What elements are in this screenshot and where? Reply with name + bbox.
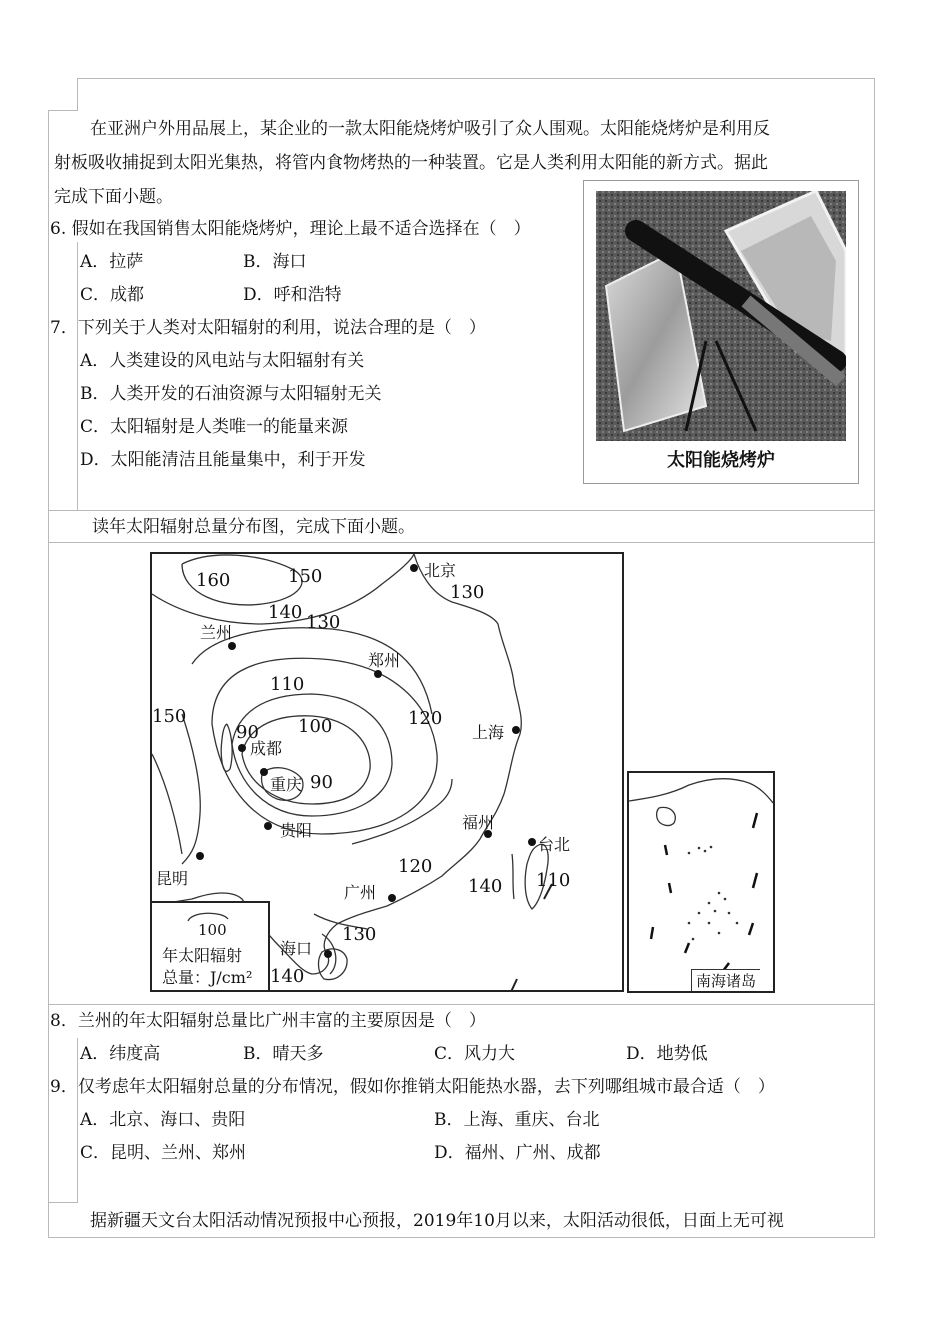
q9-option-c[interactable]: C．昆明、兰州、郑州 [80, 1143, 247, 1163]
city-label-lanzhou: 兰州 [200, 623, 233, 642]
city-dot-chengdu [238, 744, 246, 752]
city-dot-chongqing [260, 768, 268, 776]
city-label-taibei: 台北 [538, 835, 571, 854]
city-dot-haikou [324, 950, 332, 958]
q7-option-c[interactable]: C．太阳辐射是人类唯一的能量来源 [80, 417, 349, 437]
q9-option-a[interactable]: A．北京、海口、贵阳 [80, 1110, 246, 1130]
isoline-140-hainan: 140 [270, 966, 305, 987]
isoline-140-north: 140 [268, 602, 303, 623]
solar-cooker-illustration [596, 191, 846, 441]
city-dot-shanghai [512, 726, 520, 734]
isoline-140-taiwan: 140 [468, 876, 503, 897]
city-label-kunming: 昆明 [156, 869, 189, 888]
isoline-120-south: 120 [398, 856, 433, 877]
isoline-90-chengdu: 90 [236, 722, 259, 743]
city-dot-guangzhou [388, 894, 396, 902]
photo-caption: 太阳能烧烤炉 [667, 450, 775, 471]
q7-stem: 7．下列关于人类对太阳辐射的利用，说法合理的是（ ） [50, 318, 486, 338]
divider-3 [48, 1004, 874, 1005]
passage1-line3: 完成下面小题。 [54, 187, 173, 207]
q8-option-d[interactable]: D．地势低 [626, 1044, 708, 1064]
isoline-130-haikou: 130 [342, 924, 377, 945]
map-legend [150, 901, 270, 992]
q6-option-a[interactable]: A．拉萨 [80, 252, 144, 272]
q7-option-a[interactable]: A．人类建设的风电站与太阳辐射有关 [80, 351, 365, 371]
city-label-zhengzhou: 郑州 [368, 651, 401, 670]
q8-option-c[interactable]: C．风力大 [434, 1044, 516, 1064]
passage1-line2: 射板吸收捕捉到太阳光集热，将管内食物烤热的一种装置。它是人类利用太阳能的新方式。据此 [54, 153, 768, 173]
isoline-110-center: 110 [270, 674, 305, 695]
q7-option-d[interactable]: D．太阳能清洁且能量集中，利于开发 [80, 450, 366, 470]
city-dot-zhengzhou [374, 670, 382, 678]
isoline-150-north: 150 [288, 566, 323, 587]
isoline-120-east: 120 [408, 708, 443, 729]
city-dot-guiyang [264, 822, 272, 830]
frame-top-line [77, 78, 874, 79]
q6-stem: 6. 假如在我国销售太阳能烧烤炉，理论上最不适合选择在（ ） [50, 219, 531, 239]
passage2-line1: 读年太阳辐射总量分布图，完成下面小题。 [92, 517, 415, 537]
city-label-chengdu: 成都 [250, 739, 283, 758]
q8-option-a[interactable]: A．纬度高 [80, 1044, 161, 1064]
legend-label-1: 年太阳辐射 [162, 946, 243, 965]
isoline-130-beijing: 130 [450, 582, 485, 603]
passage1-line1: 在亚洲户外用品展上，某企业的一款太阳能烧烤炉吸引了众人围观。太阳能烧烤炉是利用反 [90, 119, 770, 139]
divider-1 [48, 510, 874, 511]
legend-label-2: 总量：J/cm² [162, 968, 253, 987]
isoline-90-chongqing: 90 [310, 772, 333, 793]
frame-left-upper [77, 78, 78, 110]
solar-cooker-photo [596, 191, 846, 441]
city-label-chongqing: 重庆 [270, 775, 303, 794]
inset-map [629, 773, 773, 991]
passage3-line1: 据新疆天文台太阳活动情况预报中心预报，2019年10月以来，太阳活动很低，日面上无可视 [90, 1211, 784, 1231]
q6-option-d[interactable]: D．呼和浩特 [243, 285, 342, 305]
q9-stem: 9．仅考虑年太阳辐射总量的分布情况，假如你推销太阳能热水器，去下列哪组城市最合适（ ） [50, 1077, 775, 1097]
city-dot-kunming [196, 852, 204, 860]
city-label-fuzhou: 福州 [462, 813, 495, 832]
q8-stem: 8．兰州的年太阳辐射总量比广州丰富的主要原因是（ ） [50, 1011, 486, 1031]
q9-option-d[interactable]: D．福州、广州、成都 [434, 1143, 601, 1163]
frame-left-step [48, 110, 78, 111]
legend-value: 100 [198, 921, 227, 939]
solar-cooker-figure [583, 180, 859, 484]
inset-label: 南海诸岛 [691, 969, 760, 991]
frame-inner-left-1 [77, 242, 78, 510]
q9-option-b[interactable]: B．上海、重庆、台北 [434, 1110, 600, 1130]
city-label-beijing: 北京 [424, 561, 457, 580]
city-label-shanghai: 上海 [472, 723, 505, 742]
q6-option-c[interactable]: C．成都 [80, 285, 145, 305]
city-dot-taibei [528, 838, 536, 846]
q6-option-b[interactable]: B．海口 [243, 252, 307, 272]
q8-option-b[interactable]: B．晴天多 [243, 1044, 324, 1064]
city-label-guangzhou: 广州 [344, 883, 377, 902]
city-label-guiyang: 贵阳 [280, 821, 313, 840]
city-dot-beijing [410, 564, 418, 572]
city-label-haikou: 海口 [280, 939, 313, 958]
frame-bottom-line [48, 1237, 874, 1238]
isoline-160: 160 [196, 570, 231, 591]
isoline-130-north: 130 [306, 612, 341, 633]
city-dot-lanzhou [228, 642, 236, 650]
q7-option-b[interactable]: B．人类开发的石油资源与太阳辐射无关 [80, 384, 382, 404]
divider-2 [48, 542, 874, 543]
frame-right-line [874, 78, 875, 1238]
frame-inner-left-2 [77, 1038, 78, 1202]
isoline-150-west: 150 [152, 706, 187, 727]
frame-left-long [48, 110, 49, 1238]
isoline-100: 100 [298, 716, 333, 737]
divider-4 [48, 1202, 78, 1203]
isoline-110-taiwan: 110 [536, 870, 571, 891]
south-china-sea-inset [627, 771, 775, 993]
